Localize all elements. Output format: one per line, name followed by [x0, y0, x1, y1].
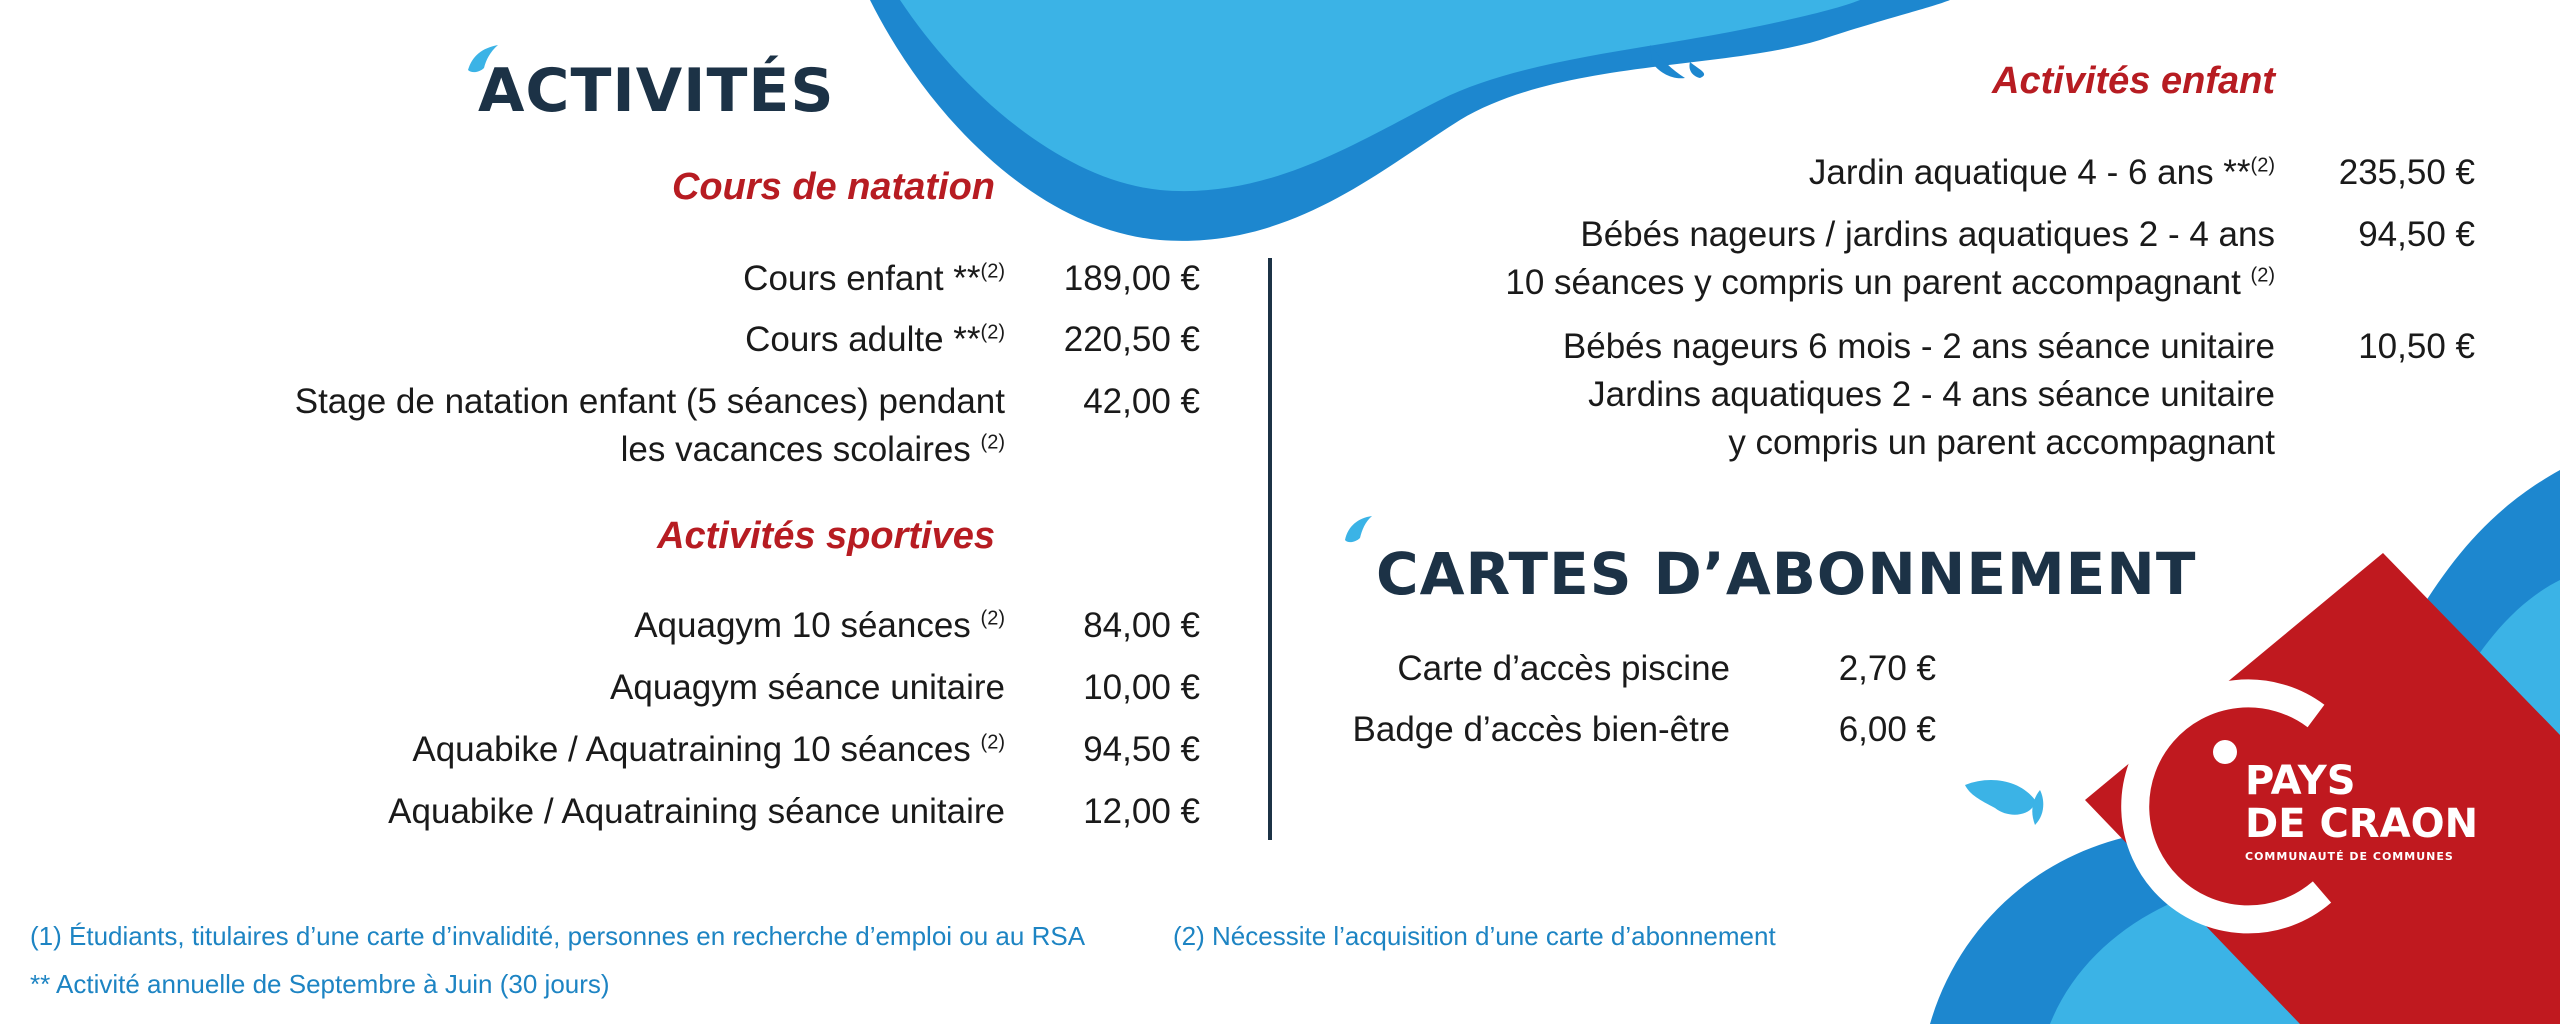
item-price: 220,50 €: [1063, 320, 1200, 359]
footnote-3: ** Activité annuelle de Septembre à Juin (30 jours): [30, 969, 610, 999]
item-label: Aquabike / Aquatraining 10 séances $^{(2)}$: [412, 730, 1005, 769]
page-title: ACTIVITÉS: [478, 56, 835, 126]
item-price: 94,50 €: [1083, 730, 1200, 769]
item-price: 10,00 €: [1083, 668, 1200, 707]
logo-dot: [2213, 740, 2237, 764]
cards-droplet: [1345, 516, 1372, 542]
footnote-2: (2) Nécessite l’acquisition d’une carte d’abonnement: [1173, 921, 1776, 951]
item-price: 189,00 €: [1063, 259, 1200, 298]
item-label: Aquabike / Aquatraining séance unitaire: [388, 792, 1005, 831]
list-item: [1300, 706, 1950, 754]
list-item: [0, 316, 1200, 364]
swimming-section-title: Cours de natation: [671, 166, 995, 208]
splash-bottom-1: [1965, 780, 2035, 815]
logo-line-2: DE CRAON: [2245, 801, 2479, 847]
logo-line-1: PAYS: [2245, 758, 2356, 804]
footnote-1: (1) Étudiants, titulaires d’une carte d’invalidité, personnes en recherche d’emploi ou au RSA: [30, 921, 1086, 951]
item-label: Bébés nageurs / jardins aquatiques 2 - 4 ans 10 séances y compris un parent accompagnant $^{(2)}$: [1505, 215, 2275, 302]
item-label: Jardin aquatique 4 - 6 ans **$^{(2)}$: [1808, 153, 2275, 192]
list-item: [0, 602, 1200, 650]
list-item: [1400, 323, 2480, 467]
column-divider: [1268, 258, 1272, 840]
logo-tagline: COMMUNAUTÉ DE COMMUNES: [2245, 850, 2454, 863]
item-label: Cours adulte **$^{(2)}$: [745, 320, 1005, 359]
item-price: 12,00 €: [1083, 792, 1200, 831]
item-price: 6,00 €: [1838, 710, 1936, 749]
item-price: 94,50 €: [2358, 215, 2475, 254]
item-price: 2,70 €: [1838, 649, 1936, 688]
list-item: [1400, 149, 2480, 197]
list-item: [1400, 211, 2480, 307]
item-label: Carte d’accès piscine: [1397, 649, 1730, 688]
item-label: Badge d’accès bien-être: [1352, 710, 1730, 749]
list-item: [0, 788, 1200, 836]
item-price: 235,50 €: [2338, 153, 2475, 192]
item-price: 42,00 €: [1083, 382, 1200, 421]
list-item: [0, 664, 1200, 712]
list-item: [0, 255, 1200, 303]
item-label: Aquagym 10 séances $^{(2)}$: [634, 606, 1005, 645]
splash-bottom-2: [2032, 790, 2043, 825]
item-label: Cours enfant **$^{(2)}$: [743, 259, 1005, 298]
item-label: Stage de natation enfant (5 séances) pendant les vacances scolaires $^{(2)}$: [294, 382, 1005, 469]
list-item: [1300, 645, 1950, 693]
item-label: Aquagym séance unitaire: [610, 668, 1005, 707]
list-item: [0, 378, 1200, 474]
item-price: 10,50 €: [2358, 327, 2475, 366]
cards-section-title: CARTES D’ABONNEMENT: [1376, 540, 2197, 608]
logo: [2245, 760, 2478, 863]
list-item: [0, 726, 1200, 774]
children-section-title: Activités enfant: [1992, 60, 2275, 102]
sports-section-title: Activités sportives: [657, 515, 995, 557]
item-price: 84,00 €: [1083, 606, 1200, 645]
item-label: Bébés nageurs 6 mois - 2 ans séance unitaire Jardins aquatiques 2 - 4 ans séance unitaire y compris un parent accompagnant: [1562, 327, 2275, 462]
